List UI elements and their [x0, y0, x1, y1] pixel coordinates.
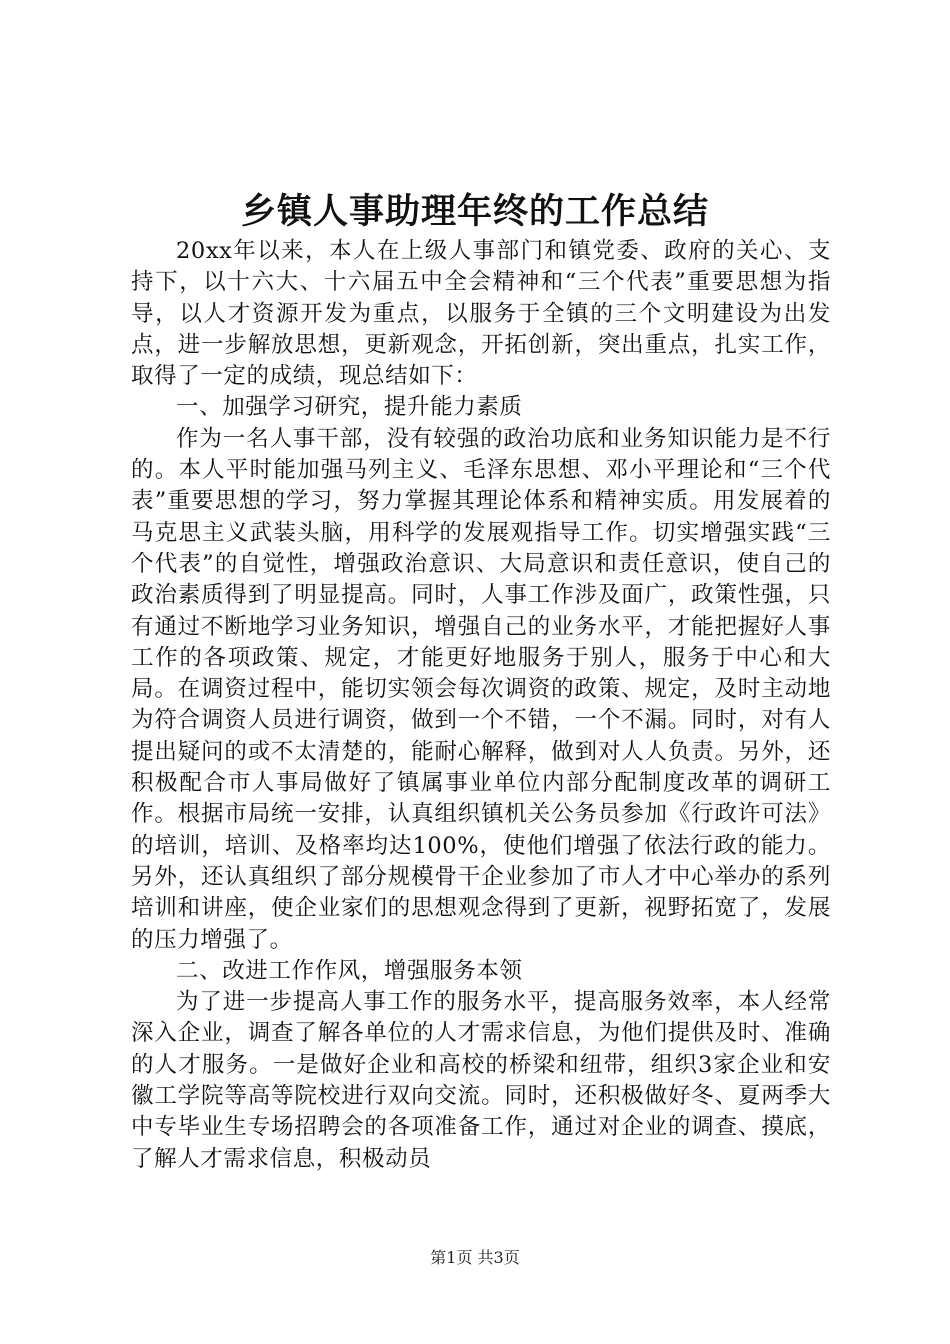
paragraph-intro: 20xx年以来，本人在上级人事部门和镇党委、政府的关心、支持下，以十六大、十六届五中全会精神和“三个代表”重要思想为指导，以人才资源开发为重点，以服务于全镇的三个文明建设为出发点，进一步解放思想，更新观念，开拓创新，突出重点，扎实工作，取得了一定的成绩，现总结如下：: [131, 238, 831, 390]
paragraph-section-1: 作为一名人事干部，没有较强的政治功底和业务知识能力是不行的。本人平时能加强马列主义、毛泽东思想、邓小平理论和“三个代表”重要思想的学习，努力掌握其理论体系和精神实质。用发展着的马克思主义武装头脑，用科学的发展观指导工作。切实增强实践“三个代表”的自觉性，增强政治意识、大局意识和责任意识，使自己的政治素质得到了明显提高。同时，人事工作涉及面广，政策性强，只有通过不断地学习业务知识，增强自己的业务水平，才能把握好人事工作的各项政策、规定，才能更好地服务于别人，服务于中心和大局。在调资过程中，能切实领会每次调资的政策、规定，及时主动地为符合调资人员进行调资，做到一个不错，一个不漏。同时，对有人提出疑问的或不太清楚的，能耐心解释，做到对人人负责。另外，还积极配合市人事局做好了镇属事业单位内部分配制度改革的调研工作。根据市局统一安排，认真组织镇机关公务员参加《行政许可法》的培训，培训、及格率均达100%，使他们增强了依法行政的能力。另外，还认真组织了部分规模骨干企业参加了市人才中心举办的系列培训和讲座，使企业家们的思想观念得到了更新，视野拓宽了，发展的压力增强了。: [131, 425, 831, 953]
document-title: 乡镇人事助理年终的工作总结: [240, 191, 709, 232]
page-number-footer: 第1页 共3页: [430, 1248, 520, 1267]
section-heading-2: 二、改进工作作风，增强服务本领: [176, 957, 523, 984]
section-heading-1: 一、加强学习研究，提升能力素质: [176, 394, 523, 421]
paragraph-section-2: 为了进一步提高人事工作的服务水平，提高服务效率，本人经常深入企业，调查了解各单位的人才需求信息，为他们提供及时、准确的人才服务。一是做好企业和高校的桥梁和纽带，组织3家企业和安徽工学院等高等院校进行双向交流。同时，还积极做好冬、夏两季大中专毕业生专场招聘会的各项准备工作，通过对企业的调查、摸底，了解人才需求信息，积极动员: [131, 989, 831, 1172]
document-body: [131, 236, 831, 1175]
